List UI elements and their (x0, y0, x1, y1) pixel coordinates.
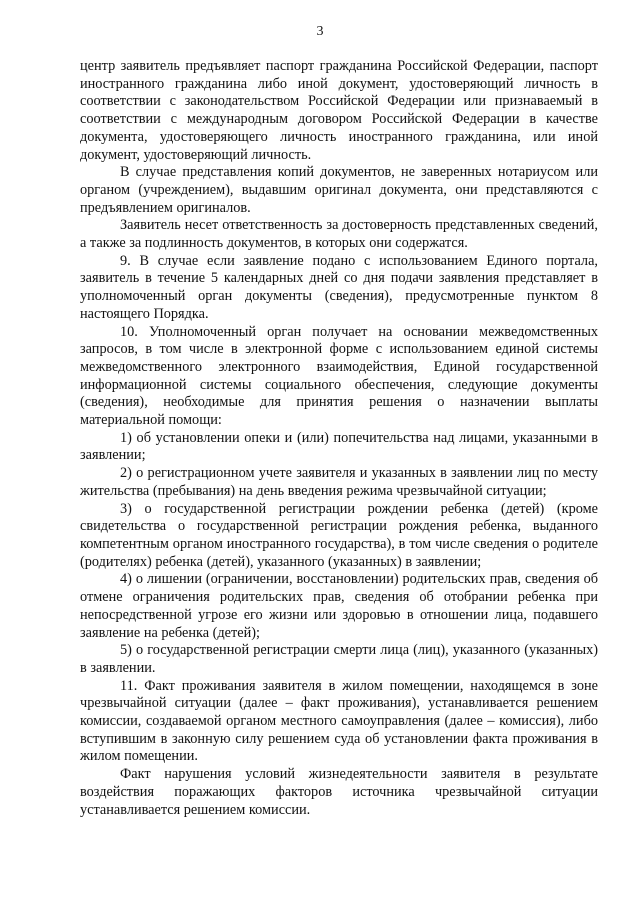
list-item-3: 3) о государственной регистрации рождении ребенка (детей) (кроме свидетельства о государственной регистрации рождения ребенка, выданного компетентным органом иностранного государства), в том числе сведения о родителе (родителях) ребенка (детей), указанного (указанных) в заявлении; (80, 500, 598, 570)
paragraph-identity-document: центр заявитель предъявляет паспорт гражданина Российской Федерации, паспорт иностранного гражданина либо иной документ, удостоверяющий личность в соответствии с законодательством Российской Федерации или признаваемый в соответствии с международным договором Российской Федерации в качестве документа, удостоверяющего личность иностранного гражданина, или иной документ, удостоверяющий личность. (80, 58, 598, 163)
page-number: 3 (316, 24, 324, 39)
paragraph-11: 11. Факт проживания заявителя в жилом помещении, находящемся в зоне чрезвычайной ситуации (далее – факт проживания), устанавливается решением комиссии, создаваемой органом местного самоуправления (далее – комиссия), либо вступившим в законную силу решением суда об установлении факта проживания в жилом помещении. (80, 677, 598, 765)
paragraph-10: 10. Уполномоченный орган получает на основании межведомственных запросов, в том числе в электронной форме с использованием единой системы межведомственного электронного взаимодействия, Единой государственной информационной системы социального обеспечения, следующие документы (сведения), необходимые для принятия решения о назначении выплаты материальной помощи: (80, 323, 598, 429)
list-item-4: 4) о лишении (ограничении, восстановлении) родительских прав, сведения об отмене ограничения родительских прав, сведения об отобрании ребенка при непосредственной угрозе его жизни или здоровью в отношении лица, подавшего заявление на ребенка (детей); (80, 571, 598, 641)
list-item-5: 5) о государственной регистрации смерти лица (лиц), указанного (указанных) в заявлении. (80, 642, 598, 676)
list-item-2: 2) о регистрационном учете заявителя и указанных в заявлении лиц по месту жительства (пребывания) на день введения режима чрезвычайной ситуации; (80, 465, 598, 499)
paragraph-responsibility: Заявитель несет ответственность за достоверность представленных сведений, а также за подлинность документов, в которых они содержатся. (80, 217, 598, 252)
paragraph-9: 9. В случае если заявление подано с использованием Единого портала, заявитель в течение 5 календарных дней со дня подачи заявления представляет в уполномоченный орган документы (сведения), предусмотренные пунктом 8 настоящего Порядка. (80, 252, 598, 322)
paragraph-copies: В случае представления копий документов, не заверенных нотариусом или органом (учреждением), выдавшим оригинал документа, они представляются с предъявлением оригиналов. (80, 164, 598, 216)
document-body (80, 58, 598, 819)
paragraph-violation: Факт нарушения условий жизнедеятельности заявителя в результате воздействия поражающих факторов источника чрезвычайной ситуации устанавливается решением комиссии. (80, 766, 598, 818)
list-item-1: 1) об установлении опеки и (или) попечительства над лицами, указанными в заявлении; (80, 429, 598, 464)
